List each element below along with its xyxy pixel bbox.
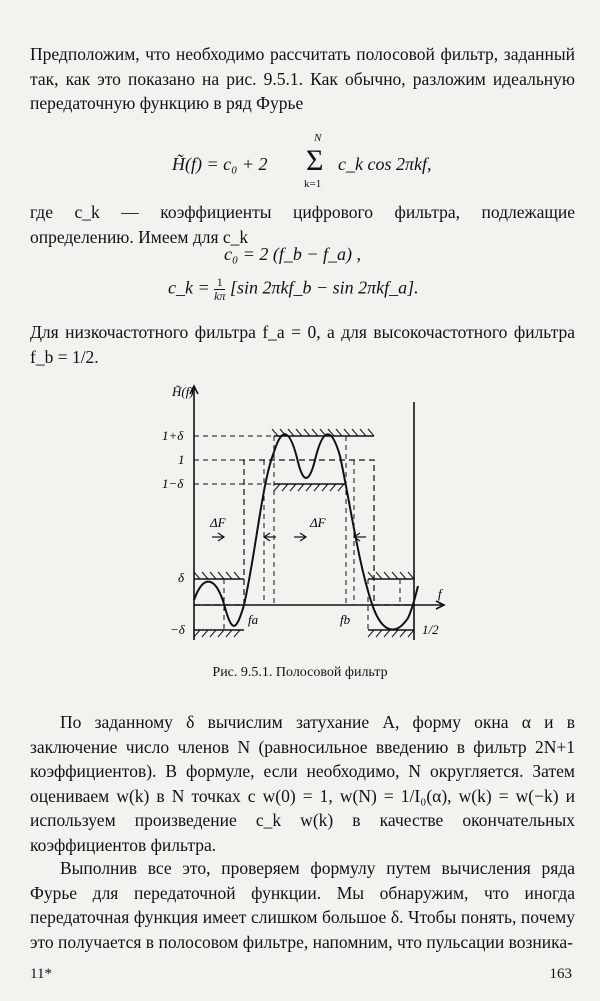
sum-symbol: Σ — [306, 144, 324, 177]
paragraph-verification: Выполнив все это, проверяем формулу путем вычисления ряда Фурье для передаточной функции. Мы обнаружим, что иногда передаточная функция имеет слишком большое δ. Чтобы понять, почему это получается в полосовом фильтре, напомним, что пульсации возника- — [30, 858, 575, 952]
page-number: 163 — [549, 966, 572, 982]
ck-rhs: [sin 2πkf_b − sin 2πkf_a]. — [229, 277, 419, 298]
printer-signature: 11* — [30, 966, 52, 982]
delta-f-left: ΔF — [210, 515, 226, 530]
c0-equation: c₀ = 2 (f_b − f_a) , — [224, 244, 362, 264]
equation-rhs: c_k cos 2πkf, — [338, 154, 432, 174]
delta-f-right: ΔF — [310, 515, 326, 530]
ck-lhs: c_k = — [168, 277, 210, 298]
paragraph-special-cases: Для низкочастотного фильтра f_a = 0, а для высокочастотного фильтра f_b = 1/2. — [30, 322, 575, 367]
bandpass-plot — [160, 382, 460, 644]
tick-1: 1 — [178, 452, 185, 467]
ck-equation — [168, 276, 419, 303]
tick-fa: fa — [248, 612, 259, 627]
hatch-lower-pass — [274, 484, 344, 491]
hatch-stop-right-top — [368, 572, 414, 579]
tick-delta: δ — [178, 570, 185, 585]
actual-response — [194, 434, 418, 629]
tick-fb: fb — [340, 612, 351, 627]
hatch-stop-left-bottom — [194, 630, 240, 637]
bandpass-figure — [160, 382, 460, 644]
x-axis-label: f — [438, 586, 442, 601]
paragraph-procedure: По заданному δ вычислим затухание A, форму окна α и в заключение число членов N (равносильное введению в фильтр 2N+1 коэффициентов). В формуле, если необходимо, N округляется. Затем оцениваем w(k) в N точках с w(0) = 1, w(N) = 1/I₀(α), w(k) = w(−k) и используем произведение c_k w(k) в качестве окончательных коэффициентов фильтра. — [30, 712, 575, 855]
hatch-stop-left-top — [194, 572, 240, 579]
ideal-response — [194, 460, 414, 605]
equation-lhs: H̃(f) = c₀ + 2 — [172, 154, 268, 174]
sum-top: N — [314, 132, 322, 144]
paragraph-intro: Предположим, что необходимо рассчитать полосовой фильтр, заданный так, как это показано на рис. 9.5.1. Как обычно, разложим идеальную передаточную функцию в ряд Фурье — [30, 44, 575, 113]
fraction-numerator: 1 — [214, 276, 225, 290]
paragraph-coefficients: где c_k — коэффициенты цифрового фильтра, подлежащие определению. Имеем для c_k — [30, 202, 575, 247]
sum-bottom: k=1 — [304, 178, 322, 190]
hatch-stop-right-bottom — [368, 630, 414, 637]
tick-half: 1/2 — [422, 622, 439, 637]
tick-1minus: 1−δ — [162, 476, 184, 491]
y-axis-label: H̃(f) — [172, 384, 194, 399]
figure-caption: Рис. 9.5.1. Полосовой фильтр — [212, 665, 388, 680]
tick-minus-delta: −δ — [170, 622, 185, 637]
fraction-denominator: kπ — [214, 289, 226, 303]
tick-1plus: 1+δ — [162, 428, 184, 443]
fraction — [214, 276, 225, 303]
